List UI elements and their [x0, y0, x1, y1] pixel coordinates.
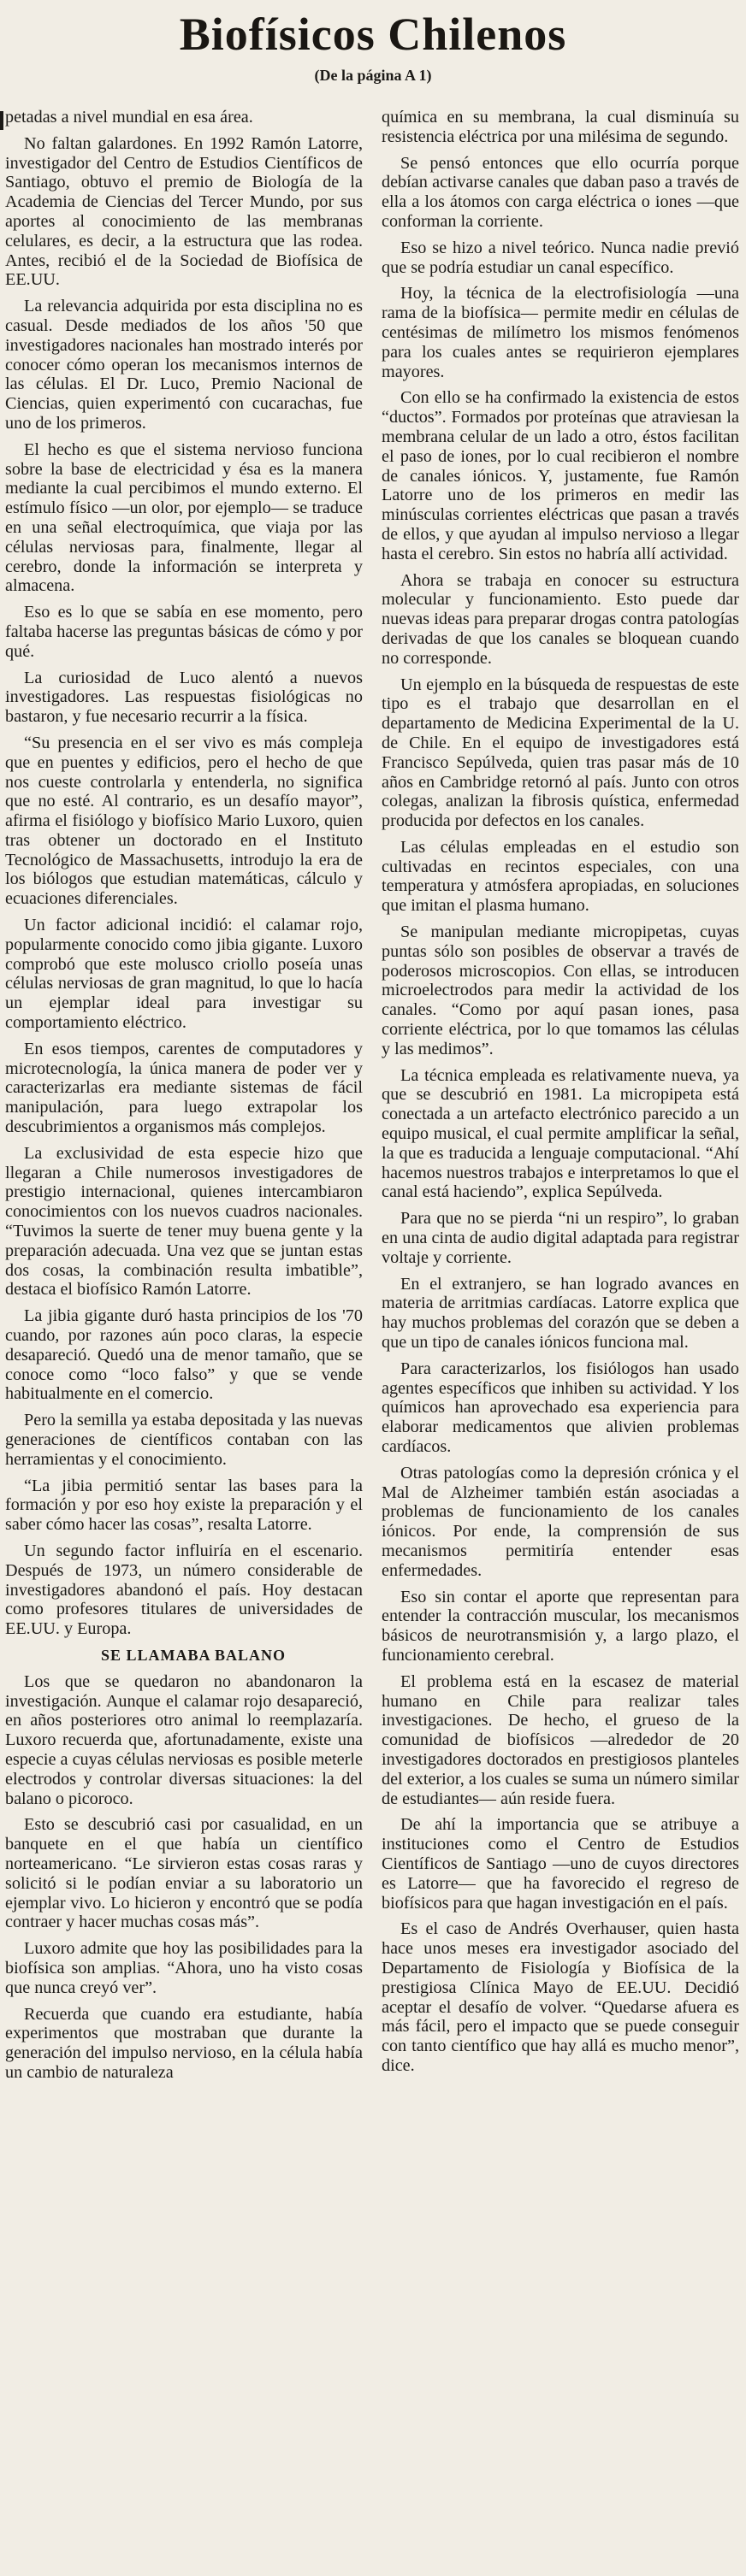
paragraph: “La jibia permitió sentar las bases para la formación y por eso hoy existe la preparación y el saber cómo hacer las cosas”, resalta Latorre.: [5, 1476, 363, 1535]
paragraph: química en su membrana, la cual disminuía su resistencia eléctrica por una milésima de segundo.: [382, 108, 739, 146]
paragraph: La exclusividad de esta especie hizo que llegaran a Chile numerosos investigadores de prestigio internacional, quienes intercambiaron conocimientos con los nuevos cuadros nacionales. “Tuvimos la suerte de tener muy buena gente y la preparación adecuada. Una vez que se juntan estas dos cosas, la combinación resulta imbatible”, destaca el biofísico Ramón Latorre.: [5, 1143, 363, 1300]
paragraph: Para que no se pierda “ni un respiro”, lo graban en una cinta de audio digital adaptada para registrar voltaje y corriente.: [382, 1209, 739, 1267]
paragraph: Un ejemplo en la búsqueda de respuestas de este tipo es el trabajo que desarrollan en el departamento de Medicina Experimental de la U. de Chile. En el equipo de investigadores está Francisco Sepúlveda, quien tras pasar más de 10 años en Cambridge retornó al país. Junto con otros colegas, analizan la fibrosis quística, enfermedad producida por defectos en los canales.: [382, 675, 739, 831]
paragraph: Hoy, la técnica de la electrofisiología —una rama de la biofísica— permite medir en células de centésimas de milímetro los mismos fenómenos para los cuales antes se requirieron ejemplares mayores.: [382, 284, 739, 381]
column-start-mark: [0, 111, 3, 130]
paragraph: Un segundo factor influiría en el escenario. Después de 1973, un número considerable de investigadores abandonó el país. Hoy destacan como profesores titulares de universidades de EE.UU. y Europa.: [5, 1541, 363, 1639]
section-subhead: SE LLAMABA BALANO: [100, 1646, 287, 1664]
headline: Biofísicos Chilenos: [179, 9, 567, 60]
right-column: [382, 108, 739, 2570]
paragraph: La jibia gigante duró hasta principios de los '70 cuando, por razones aún poco claras, la especie desapareció. Quedó una de menor tamaño, que se conoce como “loco falso” y que se vende habitualmente en el comercio.: [5, 1306, 363, 1404]
paragraph: Pero la semilla ya estaba depositada y las nuevas generaciones de científicos contaban con las herramientas y el conocimiento.: [5, 1411, 363, 1469]
paragraph: La técnica empleada es relativamente nueva, ya que se descubrió en 1981. La micropipeta está conectada a un artefacto electrónico parecido a un equipo musical, el cual permite amplificar la señal, la que es traducida a lenguaje computacional. “Ahí hacemos nuestros trabajos e interpretamos lo que el canal está haciendo”, explica Sepúlveda.: [382, 1065, 739, 1202]
paragraph: Para caracterizarlos, los fisiólogos han usado agentes específicos que inhiben su actividad. Y los químicos han aprovechado esa experiencia para elaborar medicamentos que alivien problemas cardíacos.: [382, 1359, 739, 1456]
paragraph: Un factor adicional incidió: el calamar rojo, popularmente conocido como jibia gigante. Luxoro comprobó que este molusco criollo poseía unas células nerviosas de gran magnitud, lo que lo hacía un ejemplar ideal para investigar su comportamiento eléctrico.: [5, 916, 363, 1033]
paragraph: No faltan galardones. En 1992 Ramón Latorre, investigador del Centro de Estudios Científicos de Santiago, obtuvo el premio de Biología de la Academia de Ciencias del Tercer Mundo, por sus aportes al conocimiento de las membranas celulares, es decir, a la estructura que las rodea. Antes, recibió el de la Sociedad de Biofísica de EE.UU.: [5, 133, 363, 290]
left-column: [5, 108, 363, 2570]
paragraph: Los que se quedaron no abandonaron la investigación. Aunque el calamar rojo desapareció, en años posteriores otro animal lo reemplazaría. Luxoro recuerda que, afortunadamente, existe una especie a cuyas células nerviosas es posible meterle electrodos y controlar diversas situaciones: la del balano o picoroco.: [5, 1671, 363, 1808]
paragraph: De ahí la importancia que se atribuye a instituciones como el Centro de Estudios Científicos de Santiago —uno de cuyos directores es Latorre— que ha favorecido el regreso de biofísicos para que hagan investigación en el país.: [382, 1815, 739, 1913]
paragraph: Eso se hizo a nivel teórico. Nunca nadie previó que se podría estudiar un canal específico.: [382, 238, 739, 277]
paragraph: El problema está en la escasez de material humano en Chile para realizar tales investigaciones. De hecho, el grueso de la comunidad de biofísicos —alrededor de 20 investigadores doctorados en prestigiosos planteles del exterior, a los cuales se suma un número similar de estudiantes— aún reside fuera.: [382, 1671, 739, 1808]
paragraph: El hecho es que el sistema nervioso funciona sobre la base de electricidad y ésa es la manera mediante la cual percibimos el mundo externo. El estímulo físico —un olor, por ejemplo— se traduce en una señal electroquímica, que viaja por las células nerviosas para, finalmente, llegar al cerebro, donde la información se interpreta y almacena.: [5, 439, 363, 596]
paragraph: La curiosidad de Luco alentó a nuevos investigadores. Las respuestas fisiológicas no bastaron, y fue necesario recurrir a la física.: [5, 668, 363, 727]
paragraph: Se pensó entonces que ello ocurría porque debían activarse canales que daban paso a través de ella a los átomos con carga eléctrica o iones —que conforman la corriente.: [382, 153, 739, 231]
paragraph: Se manipulan mediante micropipetas, cuyas puntas sólo son posibles de observar a través de poderosos microscopios. Con ellas, se introducen microelectrodos para medir la actividad de los canales. “Como por aquí pasan iones, pasa corriente eléctrica, por lo que tomamos las células y las medimos”.: [382, 923, 739, 1058]
jump-line: (De la página A 1): [314, 67, 432, 84]
paragraph: La relevancia adquirida por esta disciplina no es casual. Desde mediados de los años '50 que investigadores nacionales han mostrado interés por conocer cómo operan los mecanismos internos de las células. El Dr. Luco, Premio Nacional de Ciencias, quien experimentó con cucarachas, fue uno de los primeros.: [5, 297, 363, 433]
paragraph: Con ello se ha confirmado la existencia de estos “ductos”. Formados por proteínas que atraviesan la membrana celular de un lado a otro, éstos facilitan el paso de iones, por lo cual recibieron el nombre de canales iónicos. Y, justamente, fue Ramón Latorre uno de los primeros en medir las minúsculas corrientes eléctricas que pasan a través de ellos, y que ayudan al impulso nervioso a llegar hasta el cerebro. Sin estos no habría allí actividad.: [382, 388, 739, 563]
paragraph: Recuerda que cuando era estudiante, había experimentos que mostraban que durante la generación del impulso nervioso, en la célula había un cambio de naturaleza: [5, 2004, 363, 2082]
paragraph: “Su presencia en el ser vivo es más compleja que en puentes y edificios, pero el hecho de que nos cueste controlarla y entenderla, no significa que no esté. Al contrario, es un desafío mayor”, afirma el fisiólogo y biofísico Mario Luxoro, quien tras obtener un doctorado en el Instituto Tecnológico de Massachusetts, introdujo la era de los biólogos que estudian matemáticas, cálculo y ecuaciones diferenciales.: [5, 733, 363, 909]
paragraph: Luxoro admite que hoy las posibilidades para la biofísica son amplias. “Ahora, uno ha visto cosas que nunca creyó ver”.: [5, 1939, 363, 1997]
paragraph: Esto se descubrió casi por casualidad, en un banquete en el que había un científico norteamericano. “Le sirvieron estas cosas raras y solicitó si le podían enviar a su laboratorio un ejemplar vivo. Lo hicieron y encontró que se podía contraer y hacer muchas cosas más”.: [5, 1815, 363, 1932]
paragraph: En esos tiempos, carentes de computadores y microtecnología, la única manera de poder ver y caracterizarlas era mediante sistemas de fácil manipulación, para luego extrapolar los descubrimientos a organismos más complejos.: [5, 1039, 363, 1137]
paragraph: petadas a nivel mundial en esa área.: [5, 108, 253, 127]
paragraph: Otras patologías como la depresión crónica y el Mal de Alzheimer también están asociadas a problemas de funcionamiento de los canales iónicos. Por ende, la comprensión de sus mecanismos permitiría entender esas enfermedades.: [382, 1463, 739, 1580]
paragraph: Ahora se trabaja en conocer su estructura molecular y funcionamiento. Esto puede dar nuevas ideas para preparar drogas contra patologías derivadas de que los canales se bloquean cuando no corresponde.: [382, 570, 739, 668]
paragraph: En el extranjero, se han logrado avances en materia de arritmias cardíacas. Latorre explica que hay muchos problemas del corazón que se deben a que un tipo de canales iónicos funciona mal.: [382, 1274, 739, 1353]
paragraph: Eso sin contar el aporte que representan para entender la contracción muscular, los mecanismos básicos de neurotransmisión y, a largo plazo, el funcionamiento cerebral.: [382, 1587, 739, 1665]
paragraph: Eso es lo que se sabía en ese momento, pero faltaba hacerse las preguntas básicas de cómo y por qué.: [5, 603, 363, 661]
paragraph: Es el caso de Andrés Overhauser, quien hasta hace unos meses era investigador asociado del Departamento de Fisiología y Biofísica de la prestigiosa Clínica Mayo de EE.UU. Decidió aceptar el desafío de volver. “Quedarse afuera es más fácil, pero el impacto que se puede conseguir con tanto científico que hay allá es mucho menor”, dice.: [382, 1919, 739, 2075]
paragraph: Las células empleadas en el estudio son cultivadas en recintos especiales, con una temperatura y atmósfera apropiadas, en soluciones que imitan el plasma humano.: [382, 837, 739, 916]
